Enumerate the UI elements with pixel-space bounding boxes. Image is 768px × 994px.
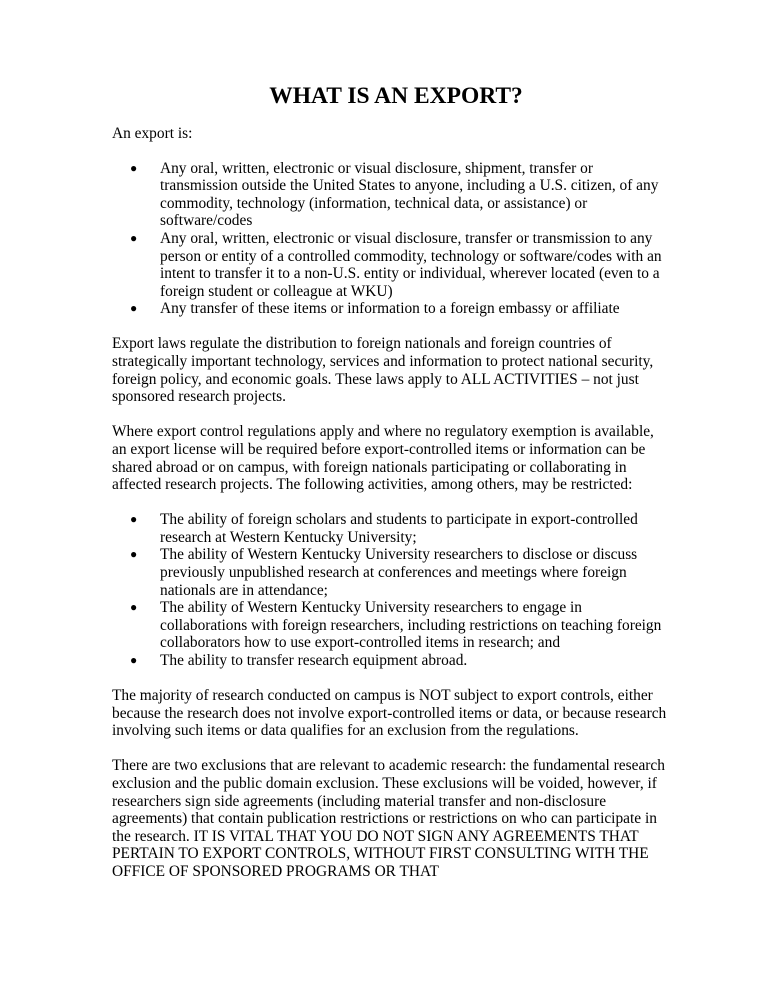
- paragraph-export-laws: Export laws regulate the distribution to foreign nationals and foreign countries of strategically important technology, services and information to protect national security, foreign policy, and economic goals. These laws apply to ALL ACTIVITIES – not just sponsored research projects.: [112, 335, 654, 406]
- list-item: ● Any oral, written, electronic or visual disclosure, transfer or transmission to any person or entity of a controlled commodity, technology or software/codes with an intent to transfer it to a non-U.S. entity or individual, wherever located (even to a foreign student or colleague at WKU): [130, 229, 662, 300]
- list-item: ● The ability to transfer research equipment abroad.: [130, 651, 468, 669]
- bullet-icon: ●: [130, 230, 138, 245]
- page-title: WHAT IS AN EXPORT?: [269, 83, 523, 109]
- bullet-icon: ●: [130, 547, 138, 562]
- paragraph-export-license: Where export control regulations apply and where no regulatory exemption is available, an export license will be required before export-controlled items or information can be shared abroad or on campus, with foreign nationals participating or collaborating in affected research projects. The following activities, among others, may be restricted:: [112, 423, 654, 494]
- list-item: ● The ability of Western Kentucky University researchers to engage in collaborations with foreign researchers, including restrictions on teaching foreign collaborators how to use export-controlled items in research; and: [130, 599, 662, 652]
- list-item: ● Any transfer of these items or information to a foreign embassy or affiliate: [130, 300, 620, 318]
- paragraph-majority: The majority of research conducted on campus is NOT subject to export controls, either because the research does not involve export-controlled items or data, or because research involving such items or data qualifies for an exclusion from the regulations.: [112, 687, 667, 740]
- document-page: [112, 82, 672, 898]
- bullet-icon: ●: [130, 652, 138, 667]
- restricted-activities-list: [112, 511, 672, 669]
- intro-text: An export is:: [112, 125, 193, 142]
- bullet-icon: ●: [130, 600, 138, 615]
- definition-list: [112, 160, 672, 318]
- bullet-icon: ●: [130, 301, 138, 316]
- list-item: ● Any oral, written, electronic or visual disclosure, shipment, transfer or transmission outside the United States to anyone, including a U.S. citizen, of any commodity, technology (information, technical data, or assistance) or software/codes: [130, 159, 659, 230]
- paragraph-exclusions: There are two exclusions that are relevant to academic research: the fundamental research exclusion and the public domain exclusion. These exclusions will be voided, however, if researchers sign side agreements (including material transfer and non-disclosure agreements) that contain publication restrictions or restrictions on who can participate in the research. IT IS VITAL THAT YOU DO NOT SIGN ANY AGREEMENTS THAT PERTAIN TO EXPORT CONTROLS, WITHOUT FIRST CONSULTING WITH THE OFFICE OF SPONSORED PROGRAMS OR THAT: [112, 757, 665, 880]
- list-item: ● The ability of foreign scholars and students to participate in export-controlled research at Western Kentucky University;: [130, 511, 638, 546]
- list-item: ● The ability of Western Kentucky University researchers to disclose or discuss previously unpublished research at conferences and meetings where foreign nationals are in attendance;: [130, 546, 638, 599]
- bullet-icon: ●: [130, 512, 138, 527]
- bullet-icon: ●: [130, 160, 138, 175]
